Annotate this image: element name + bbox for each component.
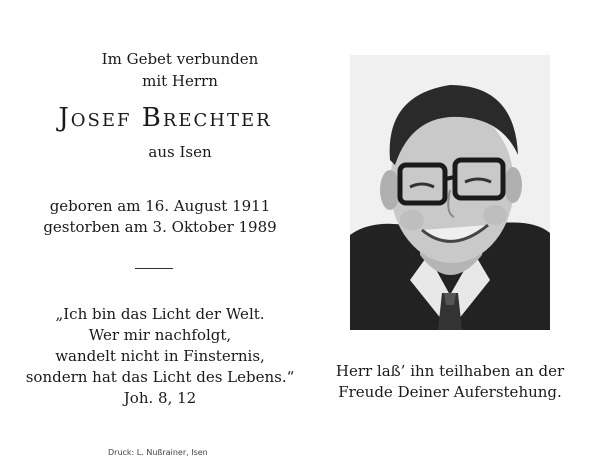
prayer-line-1: Herr laß’ ihn teilhaben an der [335,362,565,380]
hometown: aus Isen [148,143,212,161]
quote-reference: Joh. 8, 12 [123,389,197,407]
quote-line-4: sondern hat das Licht des Lebens.“ [25,368,295,386]
portrait-photo [350,55,550,330]
intro-line-2: mit Herrn [142,72,218,90]
death-date: gestorben am 3. Oktober 1989 [43,218,277,236]
birth-date: geboren am 16. August 1911 [49,197,271,215]
divider [135,268,173,269]
printer-credit: Druck: L. Nußrainer, Isen [108,448,208,457]
quote-line-2: Wer mir nachfolgt, [88,326,232,344]
prayer-line-2: Freude Deiner Auferstehung. [338,383,562,401]
deceased-name: Josef Brechter [58,103,272,133]
quote-line-1: „Ich bin das Licht der Welt. [55,305,265,323]
quote-line-3: wandelt nicht in Finsternis, [55,347,265,365]
intro-line-1: Im Gebet verbunden [101,50,259,68]
